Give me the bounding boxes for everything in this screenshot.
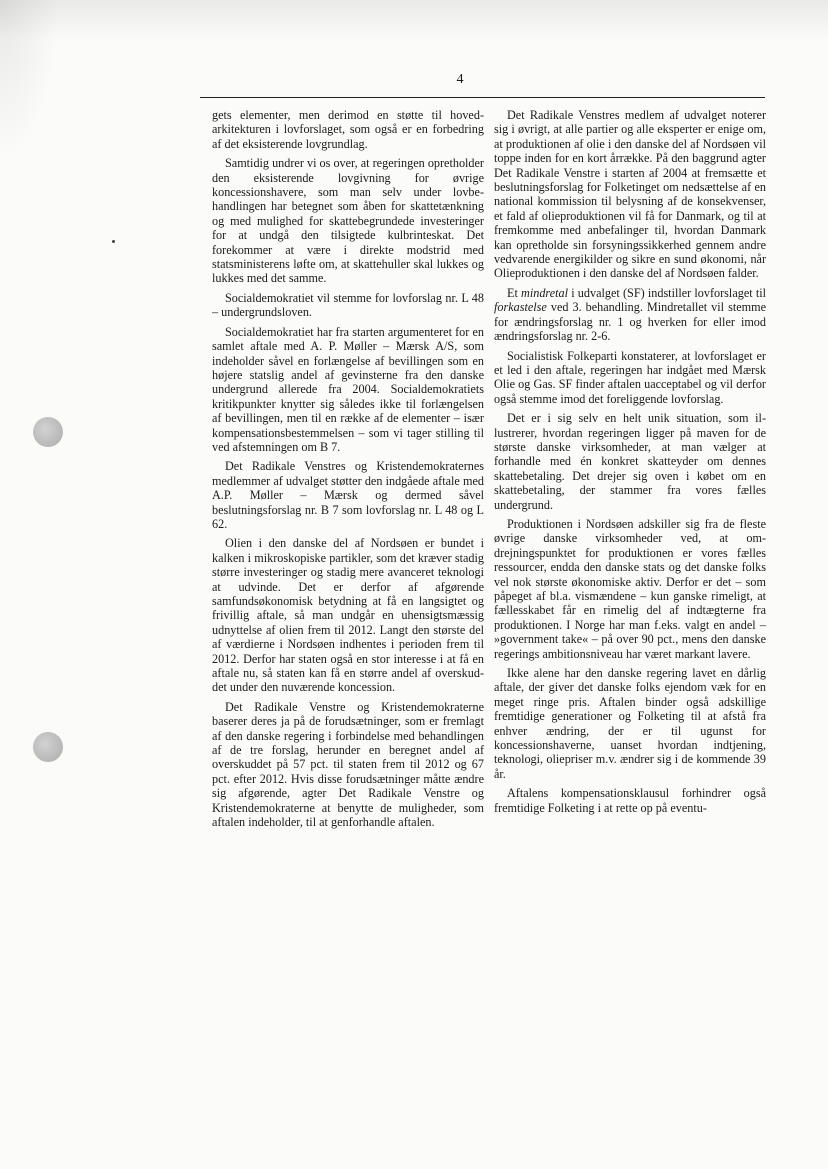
paragraph: Olien i den danske del af Nordsøen er bundet i kalken i mikroskopiske partikler, som det kræver stadig større investeringer og stadig mere avanceret teknologi at udvinde. Det er derfor af afgørende samfundsøkonomisk betydning at få en langsigtet og frivillig aftale, så man undgår en uhensigtsmæssig udnyttelse af olien frem til 2012. Langt den største del af værdierne i Nordsøen indhentes i perioden frem til 2012. Derfor har staten også en stor interesse i at få en aftale nu, så staten kan få en større andel af overskuddet under den nuværende koncession. (212, 536, 484, 695)
scan-shadow-corner (0, 0, 60, 160)
paragraph: Produktionen i Nordsøen adskiller sig fra de fleste øvrige danske virksomheder ved, at omdrejningspunktet for produktionen er vores fælles ressourcer, endda den danske stats og det danske folks vel nok største økonomiske aktiv. Derfor er det – som påpeget af bl.a. vismændene – kun ganske rimeligt, at fællesskabet får en rimelig del af indtægterne fra produktionen. I Norge har man f.eks. valgt en andel – »government take« – på over 90 pct., mens den danske regerings ambitionsniveau har været markant lavere. (494, 516, 766, 661)
paragraph: Socialdemokratiet vil stemme for lovforslag nr. L 48 – undergrundsloven. (212, 290, 484, 320)
scan-shadow-top (0, 0, 828, 40)
paragraph: Aftalens kompensationsklausul forhindrer også fremtidige Folketing i at rette op på eventu- (494, 786, 766, 815)
left-column (212, 108, 484, 835)
paragraph: Det er i sig selv en helt unik situation, som illustrerer, hvordan regeringen ligger på maven for de største danske virksomheder, at man vælger at forhandle med én konkret skatteyder om dennes skattebetaling. Det drejer sig oven i købet om en skattebetaling, der stammer fra vores fælles undergrund. (494, 411, 766, 512)
header-rule (200, 97, 765, 98)
punch-hole-lower (33, 732, 63, 762)
paragraph: Ikke alene har den danske regering lavet en dårlig aftale, der giver det danske folks ejendom væk for en meget ringe pris. Aftalen binder også adskillige fremtidige generationer og Folketing til at afstå fra enhver ændring, der er til ugunst for koncessionshaverne, uanset hvordan indtjening, teknologi, oliepriser m.v. ændrer sig i de kommende 39 år. (494, 666, 766, 781)
paragraph: Det Radikale Venstre og Kristendemokraterne baserer deres ja på de forudsætninger, som er fremlagt af den danske regering i forbindelse med behandlingen af de tre forslag, herunder en beregnet andel af overskuddet på 57 pct. til staten frem til 2012 og 67 pct. efter 2012. Hvis disse forudsætninger måtte ændre sig afgørende, agter Det Radikale Venstre og Kristendemokraterne at benytte de muligheder, som aftalen indeholder, til at genforhandle aftalen. (212, 699, 484, 830)
paragraph: Et mindretal i udvalget (SF) indstiller lovforslaget til forkastelse ved 3. behandling. Mindretallet vil stemme for ændringsforslag nr. 1 og hverken for eller imod ændringsforslag nr. 2-6. (494, 285, 766, 344)
paragraph: Det Radikale Venstres og Kristendemokraternes medlemmer af udvalget støtter den indgåede aftale med A.P. Møller – Mærsk og dermed såvel beslutningsforslag nr. B 7 som lovforslag nr. L 48 og L 62. (212, 459, 484, 531)
scan-speck (112, 240, 115, 243)
punch-hole-upper (33, 417, 63, 447)
paragraph: gets elementer, men derimod en støtte til hovedarkitekturen i lovforslaget, som også er en forbedring af det eksisterende lovgrundlag. (212, 108, 484, 151)
paragraph: Samtidig undrer vi os over, at regeringen opretholder den eksisterende lovgivning for øvrige koncessionshavere, som man selv under lovbehandlingen har betegnet som åben for skattetænkning og med mulighed for skattebegrundede investeringer for at undgå den tilsigtede kulbrinteskat. Det forekommer at være i direkte modstrid med statsministerens løfte om, at skattehuller skal lukkes og lukkes med det samme. (212, 156, 484, 286)
paragraph: Det Radikale Venstres medlem af udvalget noterer sig i øvrigt, at alle partier og alle eksperter er enige om, at produktionen af olie i den danske del af Nordsøen vil toppe inden for en kort årrække. På den baggrund agter Det Radikale Venstre i starten af 2004 at fremsætte et beslutningsforslag for Folketinget om nedsættelse af en national kommission til belysning af de konsekvenser, et fald af olieproduktionen vil få for Danmark, og til at fremkomme med anbefalinger til, hvordan Danmark kan opretholde sin forsyningssikkerhed gennem andre vedvarende energikilder og sikre en sund økonomi, når Olieproduktionen i den danske del af Nordsøen falder. (494, 108, 766, 281)
paragraph: Socialdemokratiet har fra starten argumenteret for en samlet aftale med A. P. Møller – Mærsk A/S, som indeholder såvel en forlængelse af bevillingen som en højere statslig andel af gevinsterne fra den danske undergrund allerede fra 2004. Socialdemokratiets kritikpunkter knytter sig således ikke til forlængelsen af bevillingen, men til en række af de elementer – især kompensationsbestemmelsen – som vi tager stilling til ved afstemningen om B 7. (212, 324, 484, 454)
page-number: 4 (456, 72, 464, 87)
right-column (494, 108, 766, 820)
paragraph: Socialistisk Folkeparti konstaterer, at lovforslaget er et led i den aftale, regeringen har indgået med Mærsk Olie og Gas. SF finder aftalen uacceptabel og vil derfor også stemme imod det foreliggende lovforslag. (494, 348, 766, 406)
